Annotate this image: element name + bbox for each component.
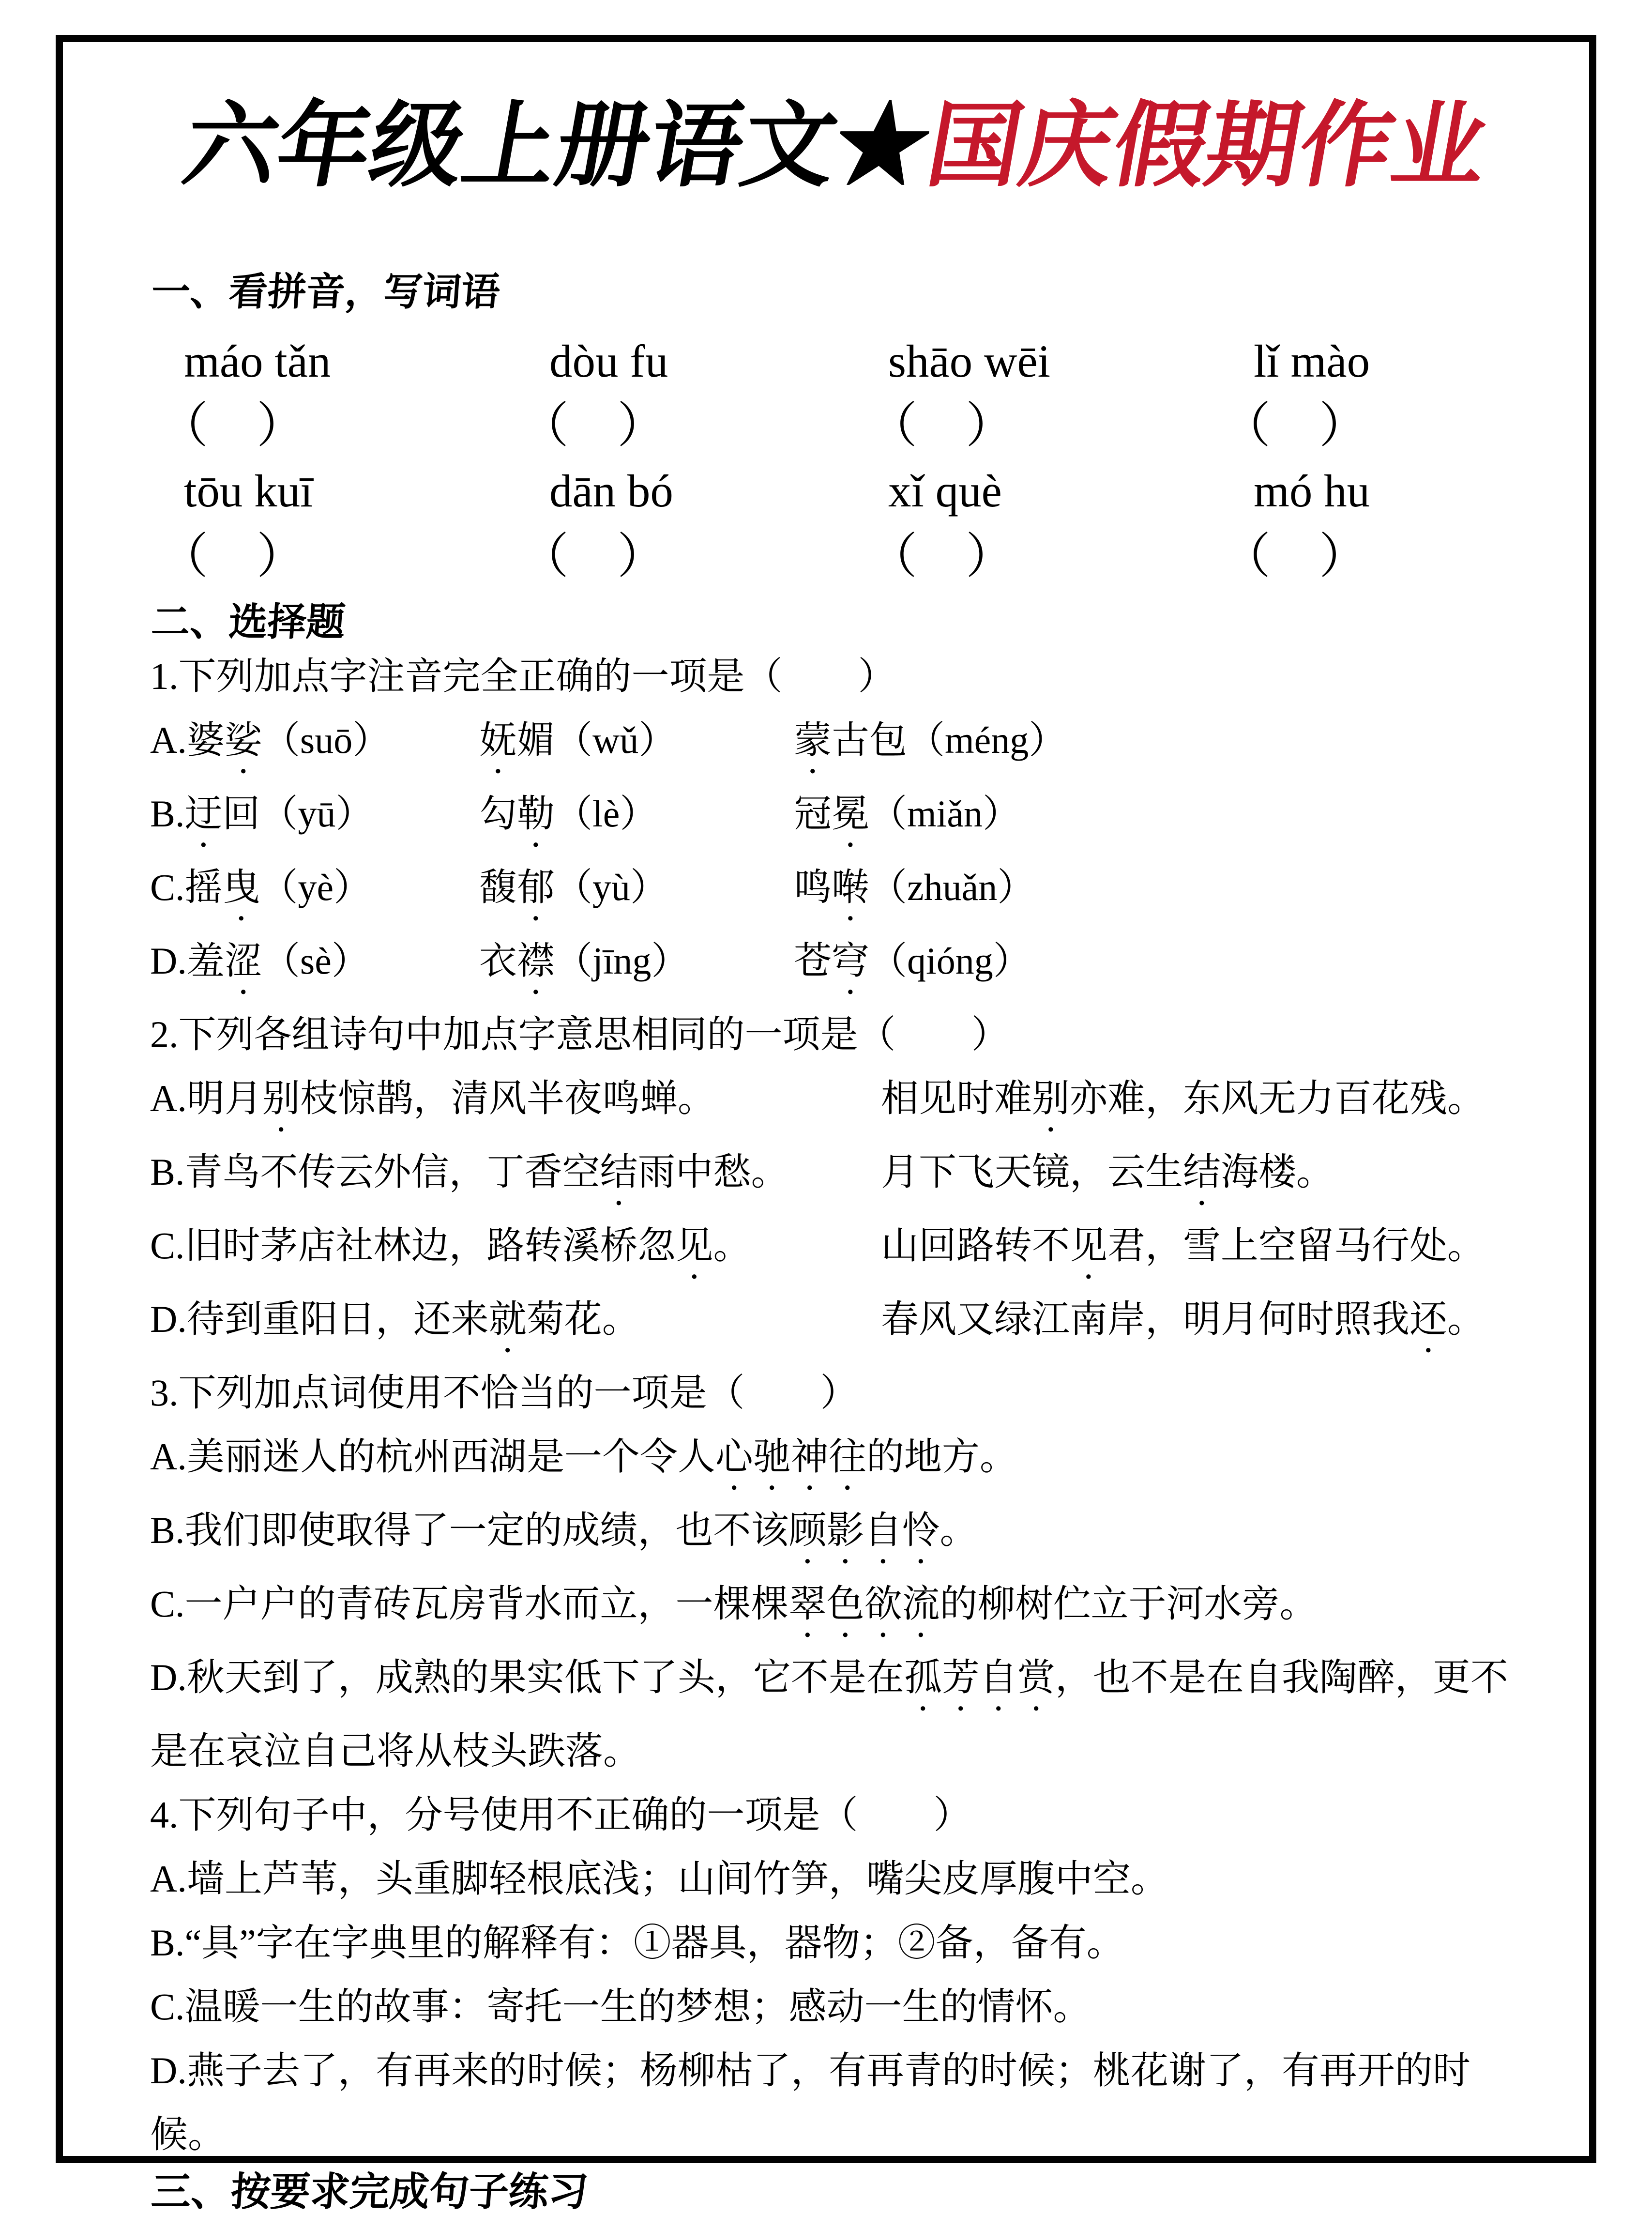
text-segment: A.美丽迷人的杭州西湖是一个令人 [150, 1435, 715, 1478]
emphasized-characters: 结 [1183, 1151, 1221, 1193]
option-text [479, 929, 794, 1003]
emphasized-characters: 别 [262, 1077, 300, 1119]
section-1-heading: 一、看拼音，写词语 [150, 271, 501, 314]
pinyin-answer-blank-row-2 [150, 530, 1521, 584]
text-segment: C.摇 [150, 866, 223, 908]
question-1-option-c [150, 855, 1521, 929]
text-segment: 菊花。 [526, 1298, 640, 1340]
question-3-option-c [150, 1572, 1521, 1646]
option-text [150, 929, 479, 1003]
text-segment: （qióng） [869, 940, 1031, 982]
emphasized-characters: 蒙 [794, 719, 832, 761]
text-segment: （lè） [555, 793, 658, 835]
emphasized-characters: 孤芳自赏 [904, 1656, 1055, 1698]
option-text [150, 708, 479, 782]
text-segment: 冠 [794, 793, 832, 835]
option-text [479, 855, 794, 929]
emphasized-characters: 啭 [832, 866, 870, 908]
question-4-option-b: B.“具”字在字典里的解释有：①器具，器物；②备，备有。 [150, 1922, 1124, 1964]
emphasized-characters: 曳 [222, 866, 260, 908]
pinyin-word: tōu kuī [184, 465, 313, 517]
answer-blank: （ ） [520, 399, 666, 453]
text-segment: 衣 [479, 940, 517, 982]
pinyin-word-row-1 [150, 337, 1521, 385]
emphasized-characters: 别 [1032, 1077, 1070, 1119]
emphasized-characters: 见 [1070, 1224, 1108, 1267]
question-1-option-b [150, 782, 1521, 855]
text-segment: 的柳树伫立于河水旁。 [940, 1583, 1318, 1625]
text-segment: D.秋天到了，成熟的果实低下了头，它不是在 [150, 1656, 904, 1698]
text-segment: 亦难，东风无力百花残。 [1070, 1077, 1485, 1119]
answer-blank: （ ） [520, 530, 666, 583]
text-segment: B. [150, 793, 185, 835]
text-segment: 的地方。 [866, 1435, 1017, 1478]
text-segment: （suō） [262, 719, 391, 761]
emphasized-characters: 冕 [832, 793, 870, 835]
option-text [881, 1067, 1521, 1140]
question-3-option-a [150, 1425, 1521, 1498]
emphasized-characters: 顾影自怜 [788, 1509, 940, 1551]
option-text [794, 929, 1521, 1003]
emphasized-characters: 郁 [517, 866, 555, 908]
question-2-option-c [150, 1214, 1521, 1287]
text-segment: D.羞 [150, 940, 225, 982]
question-1-option-a [150, 708, 1521, 782]
emphasized-characters: 见 [675, 1224, 713, 1267]
option-text [881, 1140, 1521, 1214]
text-segment: 春风又绿江南岸，明月何时照我 [881, 1298, 1410, 1340]
emphasized-characters: 就 [488, 1298, 527, 1340]
emphasized-characters: 心驰神往 [715, 1435, 866, 1478]
answer-blank: （ ） [160, 399, 305, 453]
option-text [150, 1214, 881, 1287]
pinyin-word: dān bó [549, 465, 673, 517]
text-segment: 枝惊鹊，清风半夜鸣蝉。 [300, 1077, 715, 1119]
question-2-option-d [150, 1287, 1521, 1361]
question-3-option-d [150, 1646, 1521, 1783]
option-text [479, 782, 794, 855]
emphasized-characters: 娑 [224, 719, 262, 761]
option-text [479, 708, 794, 782]
text-segment: （yù） [555, 866, 668, 908]
option-text [881, 1287, 1521, 1361]
option-text [794, 708, 1521, 782]
pinyin-word: dòu fu [549, 336, 668, 387]
page-border-frame [56, 35, 1596, 2214]
question-3-option-b [150, 1498, 1521, 1572]
option-text [150, 782, 479, 855]
question-2-stem: 2.下列各组诗句中加点字意思相同的一项是（ ） [150, 1013, 1009, 1055]
option-text [881, 1214, 1521, 1287]
text-segment: 君，雪上空留马行处。 [1107, 1224, 1485, 1267]
emphasized-characters: 穹 [832, 940, 870, 982]
section-2-heading: 二、选择题 [150, 601, 347, 644]
text-segment: 雨中愁。 [637, 1151, 789, 1193]
question-3-stem: 3.下列加点词使用不恰当的一项是（ ） [150, 1372, 858, 1414]
pinyin-word: lǐ mào [1254, 336, 1370, 387]
answer-blank: （ ） [869, 530, 1014, 583]
question-2-option-b [150, 1140, 1521, 1214]
answer-blank: （ ） [1222, 399, 1367, 453]
text-segment: （yè） [260, 866, 372, 908]
text-segment: 馥 [479, 866, 517, 908]
emphasized-characters: 妩 [479, 719, 517, 761]
emphasized-characters: 襟 [517, 940, 555, 982]
question-4-stem: 4.下列句子中，分号使用不正确的一项是（ ） [150, 1794, 971, 1836]
text-segment: 。 [1447, 1298, 1485, 1340]
text-segment: 古包（méng） [832, 719, 1067, 761]
pinyin-word: mó hu [1254, 465, 1370, 517]
text-segment: 鸣 [794, 866, 832, 908]
text-segment: 苍 [794, 940, 832, 982]
emphasized-characters: 涩 [224, 940, 262, 982]
text-segment: C.一户户的青砖瓦房背水而立，一棵棵 [150, 1583, 789, 1625]
pinyin-word: máo tǎn [184, 336, 331, 387]
page-title-black: 六年级上册语文★ [176, 95, 938, 198]
text-segment: 相见时难 [881, 1077, 1032, 1119]
text-segment: 海楼。 [1221, 1151, 1334, 1193]
text-segment: A.婆 [150, 719, 225, 761]
text-segment: （miǎn） [869, 793, 1020, 835]
text-segment: 回（yū） [222, 793, 374, 835]
emphasized-characters: 勒 [517, 793, 555, 835]
option-text [150, 855, 479, 929]
option-text [794, 782, 1521, 855]
text-segment: （jīng） [555, 940, 689, 982]
emphasized-characters: 迂 [184, 793, 223, 835]
emphasized-characters: 还 [1410, 1298, 1448, 1340]
option-text [794, 855, 1521, 929]
text-segment: 勾 [479, 793, 517, 835]
pinyin-word: shāo wēi [888, 336, 1051, 387]
pinyin-answer-blank-row-1 [150, 399, 1521, 453]
page-title-red: 国庆假期作业 [919, 95, 1496, 198]
text-segment: C.旧时茅店社林边，路转溪桥忽 [150, 1224, 676, 1267]
question-2-option-a [150, 1067, 1521, 1140]
question-4-option-d: D.燕子去了，有再来的时候；杨柳枯了，有再青的时候；桃花谢了，有再开的时候。 [150, 2049, 1470, 2155]
question-4-option-a: A.墙上芦苇，头重脚轻根底浅；山间竹笋，嘴尖皮厚腹中空。 [150, 1858, 1168, 1900]
emphasized-characters: 结 [600, 1151, 638, 1193]
page-title [142, 95, 1530, 198]
text-segment: B.我们即使取得了一定的成绩，也不该 [150, 1509, 789, 1551]
section-3-heading: 三、按要求完成句子练习 [150, 2170, 590, 2214]
text-segment: 媚（wǔ） [517, 719, 677, 761]
answer-blank: （ ） [160, 530, 305, 583]
pinyin-word: xǐ què [888, 465, 1002, 517]
text-segment: （sè） [262, 940, 369, 982]
text-segment: D.待到重阳日，还来 [150, 1298, 489, 1340]
text-segment: 月下飞天镜，云生 [881, 1151, 1183, 1193]
text-segment: （zhuǎn） [869, 866, 1035, 908]
question-1-stem: 1.下列加点字注音完全正确的一项是（ ） [150, 655, 896, 697]
emphasized-characters: 翠色欲流 [788, 1583, 940, 1625]
question-1-option-d [150, 929, 1521, 1003]
answer-blank: （ ） [1222, 530, 1367, 583]
multiple-choice-body [150, 644, 1521, 2167]
answer-blank: （ ） [869, 399, 1014, 453]
question-4-option-c: C.温暖一生的故事：寄托一生的梦想；感动一生的情怀。 [150, 1985, 1091, 2028]
option-text [150, 1067, 881, 1140]
text-segment: 。 [940, 1509, 978, 1551]
text-segment: A.明月 [150, 1077, 262, 1119]
text-segment: ，也不是在自我陶醉，更不是在哀泣自己将从枝头跌落。 [150, 1656, 1508, 1772]
text-segment: B.青鸟不传云外信，丁香空 [150, 1151, 600, 1193]
text-segment: 山回路转不 [881, 1224, 1070, 1267]
option-text [150, 1287, 881, 1361]
option-text [150, 1140, 881, 1214]
pinyin-word-row-2 [150, 467, 1521, 515]
text-segment: 。 [713, 1224, 751, 1267]
